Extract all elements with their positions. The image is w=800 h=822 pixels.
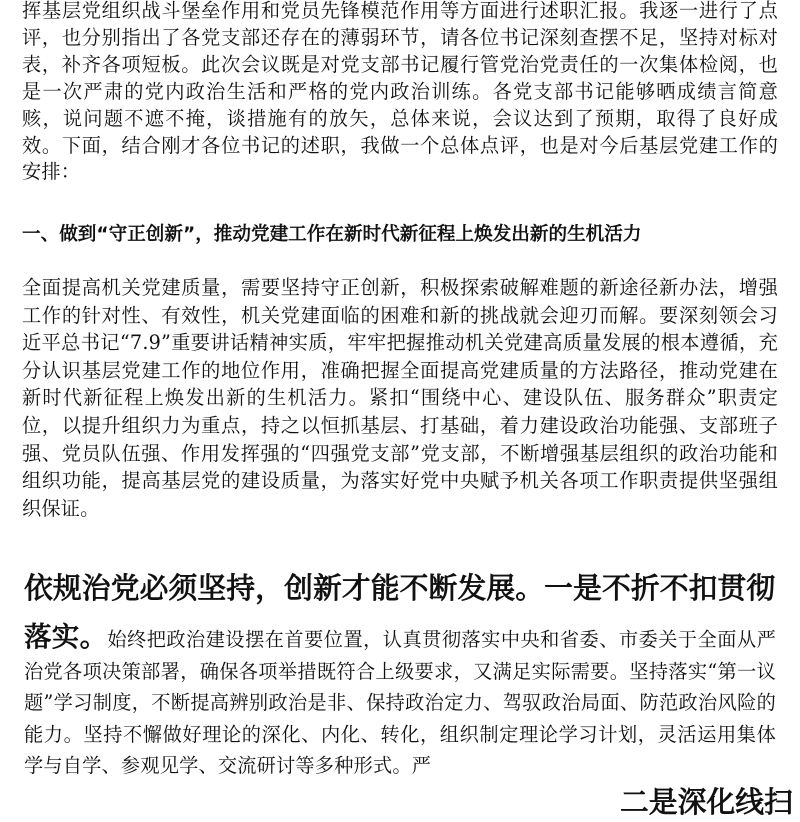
section-two-lead: 落实。 (24, 621, 108, 653)
section-two-body: 始终把政治建设摆在首要位置，认真贯彻落实中央和省委、市委关于全面从严治党各项决策部署，确保各项举措既符合上级要求，又满足实际需要。坚持落实“第一议题”学习制度，不断提高辨别政治是非、保持政治定力、驾驭政治局面、防范政治风险的能力。坚持不懈做好理论的深化、内化、转化，组织制定理论学习计划，灵活运用集体学与自学、参观见学、交流研讨等多种形式。严 (24, 628, 776, 778)
intro-paragraph: 挥基层党组织战斗堡垒作用和党员先锋模范作用等方面进行述职汇报。我逐一进行了点评，也分别指出了各党支部还存在的薄弱环节，请各位书记深刻查摆不足，坚持对标对表，补齐各项短板。此次会议既是对党支部书记履行管党治党责任的一次集体检阅，也是一次严肃的党内政治生活和严格的党内政治训练。各党支部书记能够晒成绩言简意赅，说问题不遮不掩，谈措施有的放矢，总体来说，会议达到了预期，取得了良好成效。下面，结合刚才各位书记的述职，我做一个总体点评，也是对今后基层党建工作的安排： (22, 0, 778, 184)
section-heading-one: 一、做到“守正创新”，推动党建工作在新时代新征程上焕发出新的生机活力 (22, 224, 642, 245)
section-one-paragraph: 全面提高机关党建质量，需要坚持守正创新，积极探索破解难题的新途径新办法，增强工作的针对性、有效性，机关党建面临的困难和新的挑战就会迎刃而解。要深刻领会习近平总书记“7.9”重要讲话精神实质，牢牢把握推动机关党建高质量发展的根本遵循，充分认识基层党建工作的地位作用，准确把握全面提高党建质量的方法路径，推动党建在新时代新征程上焕发出新的生机活力。紧扣“围绕中心、建设队伍、服务群众”职责定位，以提升组织力为重点，持之以恒抓基层、打基础，着力建设政治功能强、支部班子强、党员队伍强、作用发挥强的“四强党支部”党支部，不断增强基层组织的政治功能和组织功能，提高基层党的建设质量，为落实好党中央赋予机关各项工作职责提供坚强组织保证。 (22, 276, 778, 520)
cut-off-line: 二是深化线扫 (620, 785, 793, 819)
large-text-line: 依规治党必须坚持，创新才能不断发展。一是不折不扣贯彻 (24, 571, 776, 605)
section-two-paragraph (24, 622, 776, 782)
